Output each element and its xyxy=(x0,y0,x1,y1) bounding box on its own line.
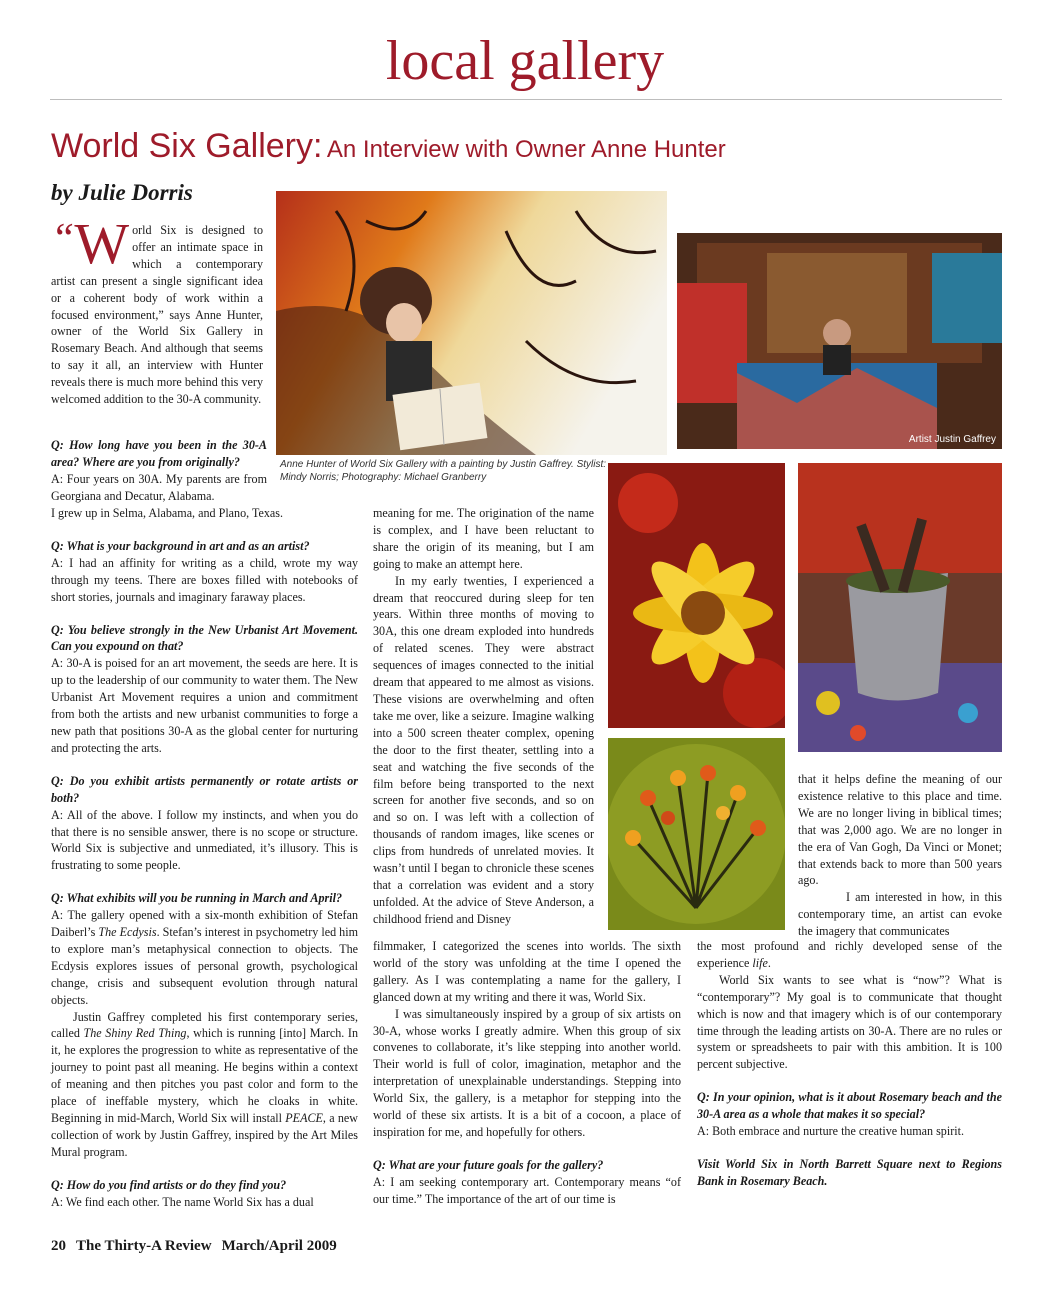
answer-7: A: I am seeking contemporary art. Contemporary means “of our time.” The importance of the art of our time is xyxy=(373,1174,681,1206)
page-footer xyxy=(51,1238,347,1255)
answer-5: A: The gallery opened with a six-month exhibition of Stefan Daiberl’s The Ecdysis. Stefan’s interest in psychometry led him to explore man’s metaphysical connection to objects. The Ecdysis explores issues of personal growth, psychological change, crisis and subsequent evolution through natural objects. xyxy=(51,908,358,1007)
headline-main: World Six Gallery: xyxy=(51,127,323,165)
answer-2: A: I had an affinity for writing as a child, wrote my way through my teens. There are boxes filled with notebooks of short stories, journals and imaginary faraway places. xyxy=(51,555,358,604)
question-7: Q: What are your future goals for the gallery? xyxy=(373,1157,604,1172)
section-title: local gallery xyxy=(385,30,665,92)
byline: by Julie Dorris xyxy=(51,180,193,205)
column-3-top xyxy=(798,771,1002,940)
column-2-top xyxy=(373,505,594,928)
answer-8: A: Both embrace and nurture the creative human spirit. xyxy=(697,1124,964,1139)
headline-sub: An Interview with Owner Anne Hunter xyxy=(326,136,726,163)
question-1: Q: How long have you been in the 30-A area? Where are you from originally? xyxy=(51,438,267,469)
col3-paragraph-2-continued: the most profound and richly developed sense of the experience life. xyxy=(697,939,1002,970)
answer-1: A: Four years on 30A. My parents are from Georgiana and Decatur, Alabama. xyxy=(51,471,267,503)
col2-paragraph-2-continued: filmmaker, I categorized the scenes into worlds. The sixth world of the story was unfolding at the time I opened the gallery. As I was contemplating a name for the gallery, I glanced down at my writing and there it was, World Six. xyxy=(373,939,681,1004)
answer-1-continued: I grew up in Selma, Alabama, and Plano, Texas. xyxy=(51,506,284,520)
title-shiny-red-thing: The Shiny Red Thing xyxy=(83,1026,187,1041)
question-2: Q: What is your background in art and as an artist? xyxy=(51,538,310,553)
answer-6: A: We find each other. The name World Six has a dual xyxy=(51,1194,314,1209)
col3-paragraph-2: I am interested in how, in this contemporary time, an artist can evoke the imagery that communicates xyxy=(798,890,1002,939)
col3-paragraph-3: World Six wants to see what is “now”? What is “contemporary”? My goal is to communicate that thought which is now and that imagery which is of our contemporary time through the leading artists on 30-A. There are no rules or system or spreadsheets to pair with this ambition. It is 100 percent subjective. xyxy=(697,972,1002,1072)
issue-date: March/April 2009 xyxy=(221,1238,337,1254)
question-4: Q: Do you exhibit artists permanently or rotate artists or both? xyxy=(51,773,358,805)
title-ecdysis: The Ecdysis xyxy=(98,925,157,940)
intro-block xyxy=(51,211,263,408)
intro-text: orld Six is designed to offer an intimate space in which a contemporary artist can present a single significant idea or a coherent body of work within a focused environment,” says Anne Hunter, owner of the World Six Gallery in Rosemary Beach. And although that seems to say it all, an interview with Hunter reveals there is much more behind this very welcomed addition to the 30-A community. xyxy=(51,223,263,407)
column-1-qa-top xyxy=(51,437,267,505)
question-8: Q: In your opinion, what is it about Rosemary beach and the 30-A area as a whole that makes it so special? xyxy=(697,1090,1002,1122)
photo-caption: Anne Hunter of World Six Gallery with a painting by Justin Gaffrey. Stylist: Mindy Norris; Photography: Michael Granberry xyxy=(280,459,607,483)
col2-paragraph-1: meaning for me. The origination of the name is complex, and I have been reluctant to share the origin of its meaning, but I am going to make an attempt here. xyxy=(373,506,594,571)
question-6: Q: How do you find artists or do they find you? xyxy=(51,1177,287,1192)
photo-artist-justin-gaffrey xyxy=(677,233,1002,449)
intro-paragraph xyxy=(51,211,263,408)
open-quote: “ xyxy=(51,216,75,262)
photo-paint-bucket xyxy=(798,463,1002,752)
column-1 xyxy=(51,505,358,1211)
title-peace: PEACE xyxy=(285,1111,323,1125)
artist-photo-label: Artist Justin Gaffrey xyxy=(908,434,996,445)
header-rule xyxy=(50,99,1002,100)
photo-anne-hunter xyxy=(276,191,667,455)
col3-paragraph-1: that it helps define the meaning of our existence relative to this place and time. We are no longer living in biblical times; that was 2,000 ago. We are no longer in the era of Van Gogh, Da Vinci or Monet; that extends back to more than 500 years ago. xyxy=(798,772,1002,888)
photo-flower-bouquet-painting xyxy=(608,738,785,930)
column-2-bottom xyxy=(373,938,681,1208)
answer-4: A: All of the above. I follow my instincts, and when you do that there is no sensible answer, there is no scope or structure. World Six is subjective and unmediated, it’s illusory. This is frustrating to some people. xyxy=(51,807,358,873)
question-5: Q: What exhibits will you be running in March and April? xyxy=(51,891,342,906)
photo-sunflower-painting xyxy=(608,463,785,728)
col2-paragraph-3: I was simultaneously inspired by a group of six artists on 30-A, whose works I greatly admire. When this group of six convenes to collaborate, it’s like stepping into another world. Their world is full of color, imagination, metaphor and the interpretation of unexplainable understandings. Stepping into World Six, the gallery, is a metaphor for stepping into the world of these six artists. It is a bit of a cocoon, a place of inspiration for me, and hopefully for others. xyxy=(373,1006,681,1139)
page-number: 20 xyxy=(51,1238,66,1254)
article-headline xyxy=(51,127,726,166)
answer-5b: Justin Gaffrey completed his first contemporary series, called The Shiny Red Thing, which is running [into] March. In it, he explores the progression to white as representative of the journey to point past all meaning. He begins within a context of meaning and then pitches you past color and form to the place of ineffable mystery, which he cloaks in white. Beginning in mid-March, World Six will install PEACE, a new collection of work by Justin Gaffrey, inspired by the Art Miles Mural program. xyxy=(51,1009,359,1159)
magazine-name: The Thirty-A Review xyxy=(76,1238,212,1254)
column-3-bottom xyxy=(697,938,1002,1190)
question-3: Q: You believe strongly in the New Urbanist Art Movement. Can you expound on that? xyxy=(51,622,358,654)
visit-note: Visit World Six in North Barrett Square next to Regions Bank in Rosemary Beach. xyxy=(697,1156,1002,1188)
answer-3: A: 30-A is poised for an art movement, the seeds are here. It is up to the leadership of our community to water them. The New Urbanist Art Movement requires a union and commitment from both the artists and new urbanist communities to forge a new path that positions 30-A as the global center for nurturing and protecting the arts. xyxy=(51,656,358,755)
col2-paragraph-2: In my early twenties, I experienced a dream that reoccured during sleep for ten years. Within three months of moving to 30A, this one dream exploded into hundreds of related scenes. They were abstract sequences of images connected to the initial dream that appeared to me almost as visions. These visions are overwhelming and often take me over, like a seizure. Imagine walking into a 500 screen theater complex, opening the door to the first theater, settling into a seat and watching the five seconds of the film before being transported to the next screen for another five seconds, and so on and so on. I was left with a collection of thousands of random images, like scenes or clips from hundreds of unrelated movies. It wasn’t until I began to chronicle these scenes that a correlation was evident and a story unfolded. At the advice of Steve Anderson, a childhood friend and Disney xyxy=(373,573,594,926)
drop-cap: W xyxy=(74,211,130,276)
